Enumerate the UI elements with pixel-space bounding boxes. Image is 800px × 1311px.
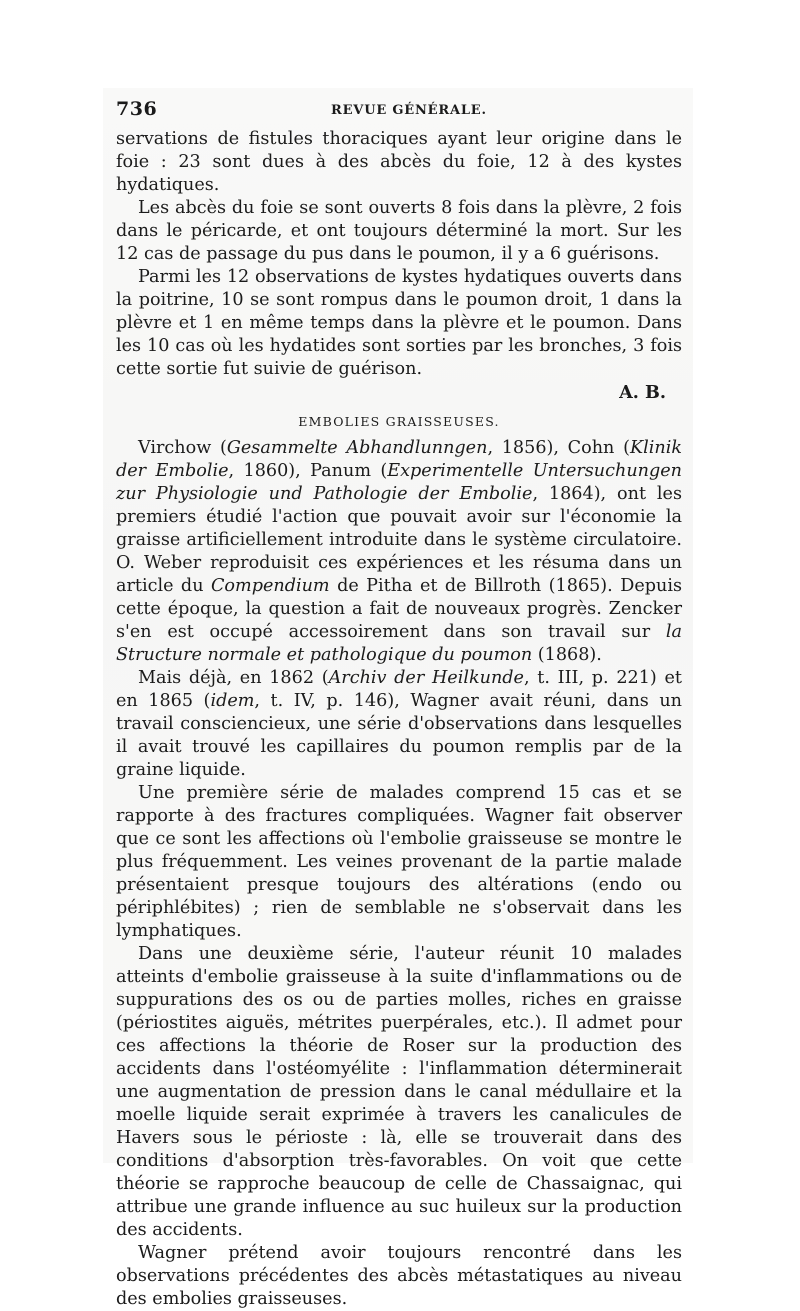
- page-number: 736: [116, 98, 158, 120]
- paragraph-deuxieme-serie: Dans une deuxième série, l'auteur réunit 10 malades atteints d'embolie graisseuse à la suite d'inflammations ou de suppurations des os ou de parties molles, riches en graisse (périostites aiguës, métrites puerpérales, etc.). Il admet pour ces affections la théorie de Roser sur la production des accidents dans l'ostéomyélite : l'inflammation déterminerait une augmentation de pression dans le canal médullaire et la moelle liquide serait exprimée à travers les canalicules de Havers sous le périoste : là, elle se trouverait dans des conditions d'absorption très-favorables. On voit que cette théorie se rapproche beaucoup de celle de Chassaignac, qui attribue une grande influence au suc huileux sur la production des accidents.: [116, 944, 682, 1240]
- author-signature: A. B.: [619, 382, 666, 403]
- text-run: (1868).: [532, 645, 602, 665]
- citation-title: Compendium: [210, 576, 330, 596]
- citation-title: idem: [210, 691, 255, 711]
- text-run: Virchow (: [138, 438, 227, 458]
- citation-title: la Structure normale et pathologique du poumon: [116, 622, 682, 665]
- text-run: , 1860), Panum (: [228, 461, 388, 481]
- paragraph-wagner-abces: Wagner prétend avoir toujours rencontré dans les observations précédentes des abcès métastatiques au niveau des embolies graisseuses.: [116, 1243, 682, 1309]
- running-head: [116, 98, 682, 128]
- journal-title: REVUE GÉNÉRALE.: [331, 103, 487, 118]
- paragraph-abces-foie: Les abcès du foie se sont ouverts 8 fois dans la plèvre, 2 fois dans le péricarde, et ont toujours déterminé la mort. Sur les 12 cas de passage du pus dans le poumon, il y a 6 guérisons.: [116, 198, 682, 264]
- paragraph-wagner-travail: [116, 667, 682, 782]
- citation-title: Experimentelle Untersuchungen zur Physiologie und Pathologie der Embolie: [116, 461, 682, 504]
- text-run: , t. IV, p. 146), Wagner avait réuni, dans un travail consciencieux, une série d'observations dans lesquelles il avait trouvé les capillaires du poumon remplis par de la graine liquide.: [116, 691, 682, 780]
- citation-title: Gesammelte Abhandlunngen: [226, 438, 488, 458]
- page-content: [116, 98, 682, 1311]
- citation-title: Archiv der Heilkunde: [328, 668, 524, 688]
- text-run: , 1864), ont les premiers étudié l'action que pouvait avoir sur l'économie la graisse artificiellement introduite dans le système circulatoire. O. Weber reproduisit ces expériences et les résuma dans un article du: [116, 484, 682, 596]
- paragraph-kystes-hydatiques: Parmi les 12 observations de kystes hydatiques ouverts dans la poitrine, 10 se sont rompus dans le poumon droit, 1 dans la plèvre et 1 en même temps dans la plèvre et le poumon. Dans les 10 cas où les hydatides sont sorties par les bronches, 3 fois cette sortie fut suivie de guérison.: [116, 267, 682, 379]
- paragraph-premiere-serie: Une première série de malades comprend 15 cas et se rapporte à des fractures compliquées. Wagner fait observer que ce sont les affections où l'embolie graisseuse se montre le plus fréquemment. Les veines provenant de la partie malade présentaient presque toujours des altérations (endo ou périphlébites) ; rien de semblable ne s'observait dans les lymphatiques.: [116, 783, 682, 941]
- paragraph-fistules: servations de fistules thoraciques ayant leur origine dans le foie : 23 sont dues à des abcès du foie, 12 à des kystes hydatiques.: [116, 129, 682, 195]
- text-run: , 1856), Cohn (: [487, 438, 630, 458]
- paragraph-virchow: [116, 437, 682, 667]
- text-run: de Pitha et de Billroth (1865). Depuis cette époque, la question a fait de nouveaux progrès. Zencker s'en est occupé accessoirement dans son travail sur: [116, 576, 682, 642]
- text-run: , t. III, p. 221) et en 1865 (: [116, 668, 682, 711]
- section-heading: EMBOLIES GRAISSEUSES.: [298, 414, 500, 429]
- text-run: Mais déjà, en 1862 (: [138, 668, 329, 688]
- citation-title: Klinik der Embolie: [116, 438, 682, 481]
